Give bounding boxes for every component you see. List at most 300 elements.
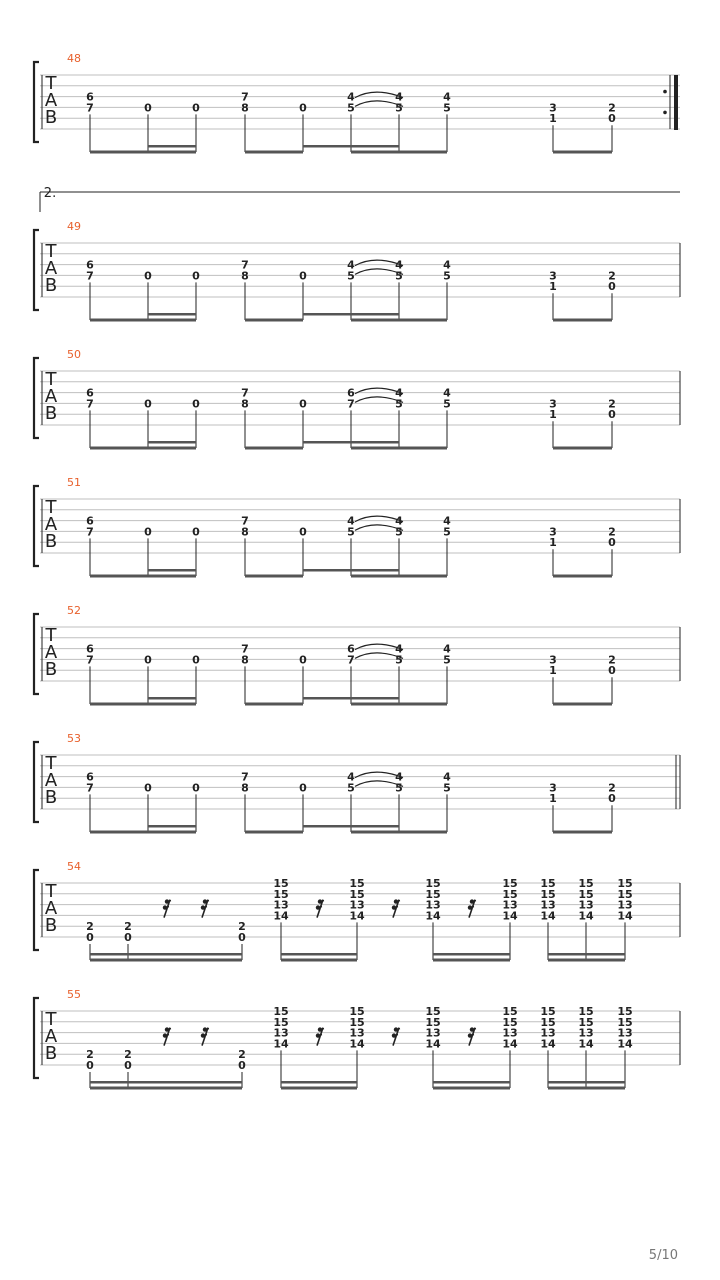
fret-number: 8	[241, 525, 249, 539]
rest-flag	[320, 1029, 324, 1030]
tab-clef-letter: T	[45, 625, 57, 646]
beam	[553, 831, 612, 834]
fret-number: 5	[395, 397, 403, 411]
rest-flag	[470, 1035, 474, 1036]
beam-secondary	[303, 825, 351, 828]
fret-number: 13	[425, 1026, 441, 1040]
fret-number: 15	[502, 877, 518, 890]
rest-flag	[167, 901, 171, 902]
tab-system-51	[34, 476, 680, 578]
fret-number: 3	[549, 653, 557, 667]
fret-number: 0	[192, 653, 200, 667]
fret-number: 8	[241, 269, 249, 283]
rest-flag	[472, 1029, 476, 1030]
fret-number: 0	[299, 269, 307, 283]
fret-number: 5	[443, 101, 451, 115]
fret-number: 5	[347, 781, 355, 795]
beam	[90, 831, 196, 834]
tab-clef-letter: B	[44, 1043, 58, 1064]
tab-system-54	[34, 860, 680, 962]
fret-number: 4	[395, 386, 403, 400]
fret-number: 4	[443, 386, 451, 400]
fret-number: 6	[347, 642, 355, 656]
fret-number: 2	[86, 1048, 94, 1062]
tab-clef-letter: A	[44, 90, 58, 111]
rest-flag	[472, 901, 476, 902]
beam-secondary	[351, 825, 399, 828]
fret-number: 14	[540, 1037, 556, 1051]
fret-number: 14	[502, 1037, 518, 1051]
tab-clef-letter: B	[44, 915, 58, 936]
fret-number: 13	[349, 1026, 365, 1040]
beam	[351, 319, 447, 322]
fret-number: 5	[443, 269, 451, 283]
fret-number: 7	[241, 386, 249, 400]
fret-number: 0	[608, 112, 616, 126]
beam-secondary	[148, 569, 196, 572]
beam	[351, 703, 447, 706]
tab-clef-letter: B	[44, 107, 58, 128]
fret-number: 8	[241, 781, 249, 795]
fret-number: 4	[443, 258, 451, 272]
fret-number: 1	[549, 664, 557, 678]
fret-number: 14	[578, 909, 594, 923]
fret-number: 4	[395, 770, 403, 784]
fret-number: 13	[540, 1026, 556, 1040]
fret-number: 4	[395, 258, 403, 272]
fret-number: 6	[86, 386, 94, 400]
fret-number: 0	[238, 931, 246, 944]
beam	[553, 151, 612, 154]
tab-clef-letter: T	[45, 881, 57, 902]
fret-number: 0	[144, 653, 152, 667]
measure-number: 49	[67, 220, 81, 233]
tab-clef-letter: B	[44, 659, 58, 680]
beam	[351, 151, 447, 154]
fret-number: 3	[549, 781, 557, 795]
beam-secondary	[351, 441, 399, 444]
beam	[245, 703, 303, 706]
tab-clef-letter: T	[45, 369, 57, 390]
beam-secondary	[148, 697, 196, 700]
fret-number: 5	[443, 781, 451, 795]
fret-number: 3	[549, 525, 557, 539]
fret-number: 2	[86, 920, 94, 934]
fret-number: 7	[86, 781, 94, 795]
beam	[548, 1087, 625, 1090]
fret-number: 13	[425, 898, 441, 912]
beam	[553, 703, 612, 706]
fret-number: 4	[395, 90, 403, 104]
rest-flag	[205, 1029, 209, 1030]
beam-secondary	[351, 697, 399, 700]
fret-number: 15	[578, 877, 594, 890]
fret-number: 15	[540, 1005, 556, 1018]
fret-number: 6	[86, 258, 94, 272]
fret-number: 5	[443, 397, 451, 411]
beam	[90, 703, 196, 706]
fret-number: 7	[86, 525, 94, 539]
fret-number: 0	[192, 269, 200, 283]
fret-number: 15	[273, 877, 289, 890]
beam-secondary	[351, 313, 399, 316]
tab-system-49	[34, 186, 680, 322]
rest-flag	[318, 907, 322, 908]
fret-number: 7	[241, 770, 249, 784]
fret-number: 5	[347, 101, 355, 115]
beam	[245, 575, 303, 578]
fret-number: 15	[617, 1005, 633, 1018]
fret-number: 13	[349, 898, 365, 912]
beam-secondary	[303, 441, 351, 444]
fret-number: 14	[502, 909, 518, 923]
fret-number: 7	[86, 101, 94, 115]
beam	[90, 447, 196, 450]
beam-secondary	[148, 313, 196, 316]
beam-secondary	[351, 569, 399, 572]
fret-number: 15	[540, 887, 556, 901]
fret-number: 15	[349, 1005, 365, 1018]
tab-clef-letter: T	[45, 497, 57, 518]
rest-flag	[396, 901, 400, 902]
fret-number: 2	[608, 781, 616, 795]
repeat-dot	[663, 90, 667, 94]
beam	[281, 959, 357, 962]
beam	[281, 1087, 357, 1090]
fret-number: 0	[192, 781, 200, 795]
beam	[245, 151, 303, 154]
fret-number: 15	[425, 887, 441, 901]
beam-secondary	[90, 1081, 242, 1084]
tab-clef-letter: A	[44, 898, 58, 919]
measure-number: 52	[67, 604, 81, 617]
fret-number: 0	[299, 397, 307, 411]
fret-number: 7	[347, 653, 355, 667]
fret-number: 0	[608, 280, 616, 294]
beam	[90, 575, 196, 578]
fret-number: 6	[347, 386, 355, 400]
fret-number: 2	[608, 101, 616, 115]
fret-number: 2	[608, 653, 616, 667]
fret-number: 15	[617, 887, 633, 901]
beam-secondary	[303, 313, 351, 316]
repeat-dot	[663, 111, 667, 115]
fret-number: 15	[425, 1015, 441, 1029]
beam	[245, 319, 303, 322]
repeat-barline-thick	[674, 75, 678, 130]
beam	[433, 1087, 510, 1090]
beam-secondary	[351, 145, 399, 148]
rest-flag	[320, 901, 324, 902]
fret-number: 7	[347, 397, 355, 411]
fret-number: 7	[86, 269, 94, 283]
fret-number: 4	[347, 770, 355, 784]
fret-number: 7	[86, 397, 94, 411]
fret-number: 14	[617, 909, 633, 923]
fret-number: 0	[86, 1059, 94, 1072]
fret-number: 15	[578, 1015, 594, 1029]
beam-secondary	[303, 569, 351, 572]
fret-number: 4	[443, 90, 451, 104]
fret-number: 2	[124, 1048, 132, 1062]
beam	[90, 959, 242, 962]
measure-number: 53	[67, 732, 81, 745]
rest-flag	[203, 907, 207, 908]
fret-number: 3	[549, 269, 557, 283]
fret-number: 15	[502, 1005, 518, 1018]
beam	[351, 447, 447, 450]
fret-number: 8	[241, 101, 249, 115]
fret-number: 4	[443, 642, 451, 656]
fret-number: 2	[608, 397, 616, 411]
fret-number: 0	[144, 397, 152, 411]
rest-flag	[205, 901, 209, 902]
system-bracket	[34, 486, 39, 566]
beam-secondary	[148, 145, 196, 148]
fret-number: 0	[608, 408, 616, 422]
tab-clef-letter: A	[44, 642, 58, 663]
beam	[90, 319, 196, 322]
beam-secondary	[281, 953, 357, 956]
rest-flag	[470, 907, 474, 908]
fret-number: 5	[443, 653, 451, 667]
fret-number: 4	[443, 514, 451, 528]
fret-number: 15	[349, 887, 365, 901]
fret-number: 7	[241, 642, 249, 656]
beam-secondary	[548, 1081, 625, 1084]
fret-number: 8	[241, 653, 249, 667]
fret-number: 5	[395, 525, 403, 539]
fret-number: 0	[299, 525, 307, 539]
rest-flag	[394, 907, 398, 908]
tab-system-53	[34, 732, 680, 834]
fret-number: 14	[349, 1037, 365, 1051]
beam	[553, 575, 612, 578]
fret-number: 0	[144, 101, 152, 115]
tab-clef-letter: A	[44, 1026, 58, 1047]
fret-number: 6	[86, 642, 94, 656]
volta-label: 2.	[43, 186, 57, 201]
beam-secondary	[303, 697, 351, 700]
fret-number: 0	[144, 781, 152, 795]
fret-number: 13	[617, 898, 633, 912]
beam-secondary	[548, 953, 625, 956]
fret-number: 13	[578, 898, 594, 912]
fret-number: 0	[86, 931, 94, 944]
fret-number: 2	[238, 1048, 246, 1062]
system-bracket	[34, 998, 39, 1078]
fret-number: 4	[347, 514, 355, 528]
beam-secondary	[148, 441, 196, 444]
fret-number: 7	[86, 653, 94, 667]
fret-number: 14	[425, 909, 441, 923]
fret-number: 15	[273, 887, 289, 901]
system-bracket	[34, 230, 39, 310]
fret-number: 5	[347, 269, 355, 283]
fret-number: 0	[299, 101, 307, 115]
fret-number: 2	[608, 269, 616, 283]
tab-clef-letter: A	[44, 386, 58, 407]
system-bracket	[34, 614, 39, 694]
fret-number: 4	[347, 90, 355, 104]
fret-number: 14	[540, 909, 556, 923]
fret-number: 4	[347, 258, 355, 272]
fret-number: 15	[617, 877, 633, 890]
tab-clef-letter: B	[44, 531, 58, 552]
fret-number: 13	[273, 898, 289, 912]
beam-secondary	[433, 1081, 510, 1084]
rest-flag	[165, 1035, 169, 1036]
fret-number: 6	[86, 514, 94, 528]
fret-number: 5	[443, 525, 451, 539]
tab-clef-letter: T	[45, 241, 57, 262]
fret-number: 1	[549, 112, 557, 126]
fret-number: 13	[502, 1026, 518, 1040]
fret-number: 15	[273, 1005, 289, 1018]
fret-number: 14	[273, 909, 289, 923]
fret-number: 0	[299, 653, 307, 667]
fret-number: 6	[86, 770, 94, 784]
fret-number: 14	[578, 1037, 594, 1051]
fret-number: 14	[273, 1037, 289, 1051]
tab-system-55	[34, 988, 680, 1090]
fret-number: 2	[124, 920, 132, 934]
beam	[548, 959, 625, 962]
tab-clef-letter: A	[44, 770, 58, 791]
fret-number: 15	[502, 887, 518, 901]
fret-number: 15	[349, 1015, 365, 1029]
fret-number: 3	[549, 397, 557, 411]
fret-number: 15	[425, 1005, 441, 1018]
beam	[553, 447, 612, 450]
beam	[351, 575, 447, 578]
fret-number: 15	[578, 887, 594, 901]
fret-number: 5	[347, 525, 355, 539]
page-number: 5/10	[648, 1248, 678, 1263]
fret-number: 2	[238, 920, 246, 934]
fret-number: 0	[608, 536, 616, 550]
rest-flag	[394, 1035, 398, 1036]
tab-system-48	[34, 52, 680, 154]
fret-number: 0	[608, 792, 616, 806]
fret-number: 7	[241, 514, 249, 528]
tab-system-52	[34, 604, 680, 706]
tab-clef-letter: A	[44, 258, 58, 279]
fret-number: 7	[241, 258, 249, 272]
rest-flag	[318, 1035, 322, 1036]
tab-clef-letter: A	[44, 514, 58, 535]
fret-number: 4	[395, 514, 403, 528]
rest-flag	[203, 1035, 207, 1036]
tab-clef-letter: T	[45, 73, 57, 94]
fret-number: 15	[578, 1005, 594, 1018]
fret-number: 0	[192, 101, 200, 115]
fret-number: 3	[549, 101, 557, 115]
beam-secondary	[303, 145, 351, 148]
beam-secondary	[148, 825, 196, 828]
fret-number: 0	[608, 664, 616, 678]
fret-number: 1	[549, 536, 557, 550]
beam	[553, 319, 612, 322]
fret-number: 14	[349, 909, 365, 923]
system-bracket	[34, 870, 39, 950]
fret-number: 4	[443, 770, 451, 784]
rest-flag	[165, 907, 169, 908]
fret-number: 13	[617, 1026, 633, 1040]
fret-number: 1	[549, 792, 557, 806]
fret-number: 0	[144, 525, 152, 539]
beam-secondary	[433, 953, 510, 956]
fret-number: 15	[349, 877, 365, 890]
fret-number: 15	[502, 1015, 518, 1029]
fret-number: 15	[540, 1015, 556, 1029]
tab-clef-letter: T	[45, 1009, 57, 1030]
fret-number: 5	[395, 781, 403, 795]
measure-number: 51	[67, 476, 81, 489]
measure-number: 55	[67, 988, 81, 1001]
fret-number: 15	[425, 877, 441, 890]
fret-number: 5	[395, 653, 403, 667]
beam	[433, 959, 510, 962]
fret-number: 8	[241, 397, 249, 411]
measure-number: 54	[67, 860, 81, 873]
fret-number: 14	[425, 1037, 441, 1051]
fret-number: 14	[617, 1037, 633, 1051]
rest-flag	[167, 1029, 171, 1030]
system-bracket	[34, 358, 39, 438]
beam	[351, 831, 447, 834]
beam-secondary	[90, 953, 242, 956]
fret-number: 1	[549, 280, 557, 294]
fret-number: 5	[395, 101, 403, 115]
measure-number: 48	[67, 52, 81, 65]
fret-number: 15	[540, 877, 556, 890]
tab-clef-letter: T	[45, 753, 57, 774]
fret-number: 5	[395, 269, 403, 283]
rest-flag	[396, 1029, 400, 1030]
fret-number: 13	[273, 1026, 289, 1040]
beam-secondary	[281, 1081, 357, 1084]
beam	[245, 447, 303, 450]
tab-system-50	[34, 348, 680, 450]
fret-number: 7	[241, 90, 249, 104]
fret-number: 1	[549, 408, 557, 422]
fret-number: 0	[192, 525, 200, 539]
tab-clef-letter: B	[44, 275, 58, 296]
measure-number: 50	[67, 348, 81, 361]
fret-number: 13	[502, 898, 518, 912]
beam	[90, 151, 196, 154]
system-bracket	[34, 742, 39, 822]
beam	[90, 1087, 242, 1090]
fret-number: 13	[578, 1026, 594, 1040]
beam	[245, 831, 303, 834]
fret-number: 2	[608, 525, 616, 539]
fret-number: 15	[273, 1015, 289, 1029]
tab-clef-letter: B	[44, 403, 58, 424]
fret-number: 0	[299, 781, 307, 795]
fret-number: 0	[144, 269, 152, 283]
fret-number: 0	[124, 1059, 132, 1072]
fret-number: 0	[238, 1059, 246, 1072]
fret-number: 13	[540, 898, 556, 912]
fret-number: 15	[617, 1015, 633, 1029]
fret-number: 6	[86, 90, 94, 104]
fret-number: 0	[192, 397, 200, 411]
system-bracket	[34, 62, 39, 142]
tab-clef-letter: B	[44, 787, 58, 808]
fret-number: 4	[395, 642, 403, 656]
